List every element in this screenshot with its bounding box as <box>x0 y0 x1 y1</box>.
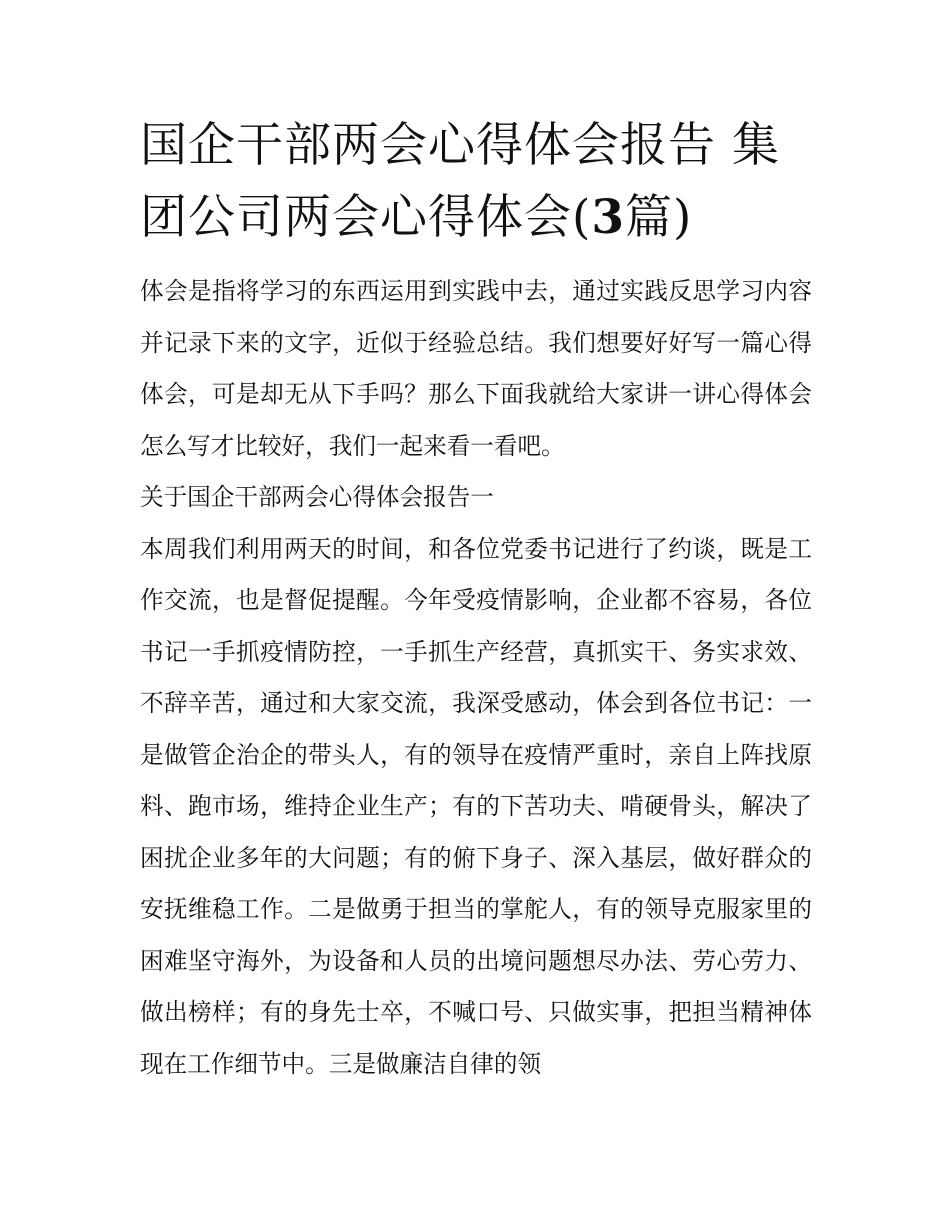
body-paragraph: 本周我们利用两天的时间，和各位党委书记进行了约谈，既是工作交流，也是督促提醒。今年受疫情影响，企业都不容易，各位书记一手抓疫情防控，一手抓生产经营，真抓实干、务实求效、不辞辛苦，通过和大家交流，我深受感动，体会到各位书记：一是做管企治企的带头人，有的领导在疫情严重时，亲自上阵找原料、跑市场，维持企业生产；有的下苦功夫、啃硬骨头，解决了困扰企业多年的大问题；有的俯下身子、深入基层，做好群众的安抚维稳工作。二是做勇于担当的掌舵人，有的领导克服家里的困难坚守海外，为设备和人员的出境问题想尽办法、劳心劳力、做出榜样；有的身先士卒，不喊口号、只做实事，把担当精神体现在工作细节中。三是做廉洁自律的领 <box>140 534 812 1078</box>
title-text-start: 国企干部两会心得体会报告 集团公司两会心得体会( <box>140 118 780 245</box>
intro-paragraph: 体会是指将学习的东西运用到实践中去，通过实践反思学习内容并记录下来的文字，近似于经验总结。我们想要好好写一篇心得体会，可是却无从下手吗？那么下面我就给大家讲一讲心得体会怎么写才比较好，我们一起来看一看吧。 <box>140 277 812 460</box>
document-title <box>140 110 812 254</box>
title-text-end: 篇) <box>625 190 693 245</box>
title-count: 3 <box>591 190 626 245</box>
document-body <box>140 110 812 1090</box>
section-heading: 关于国企干部两会心得体会报告一 <box>140 483 494 511</box>
